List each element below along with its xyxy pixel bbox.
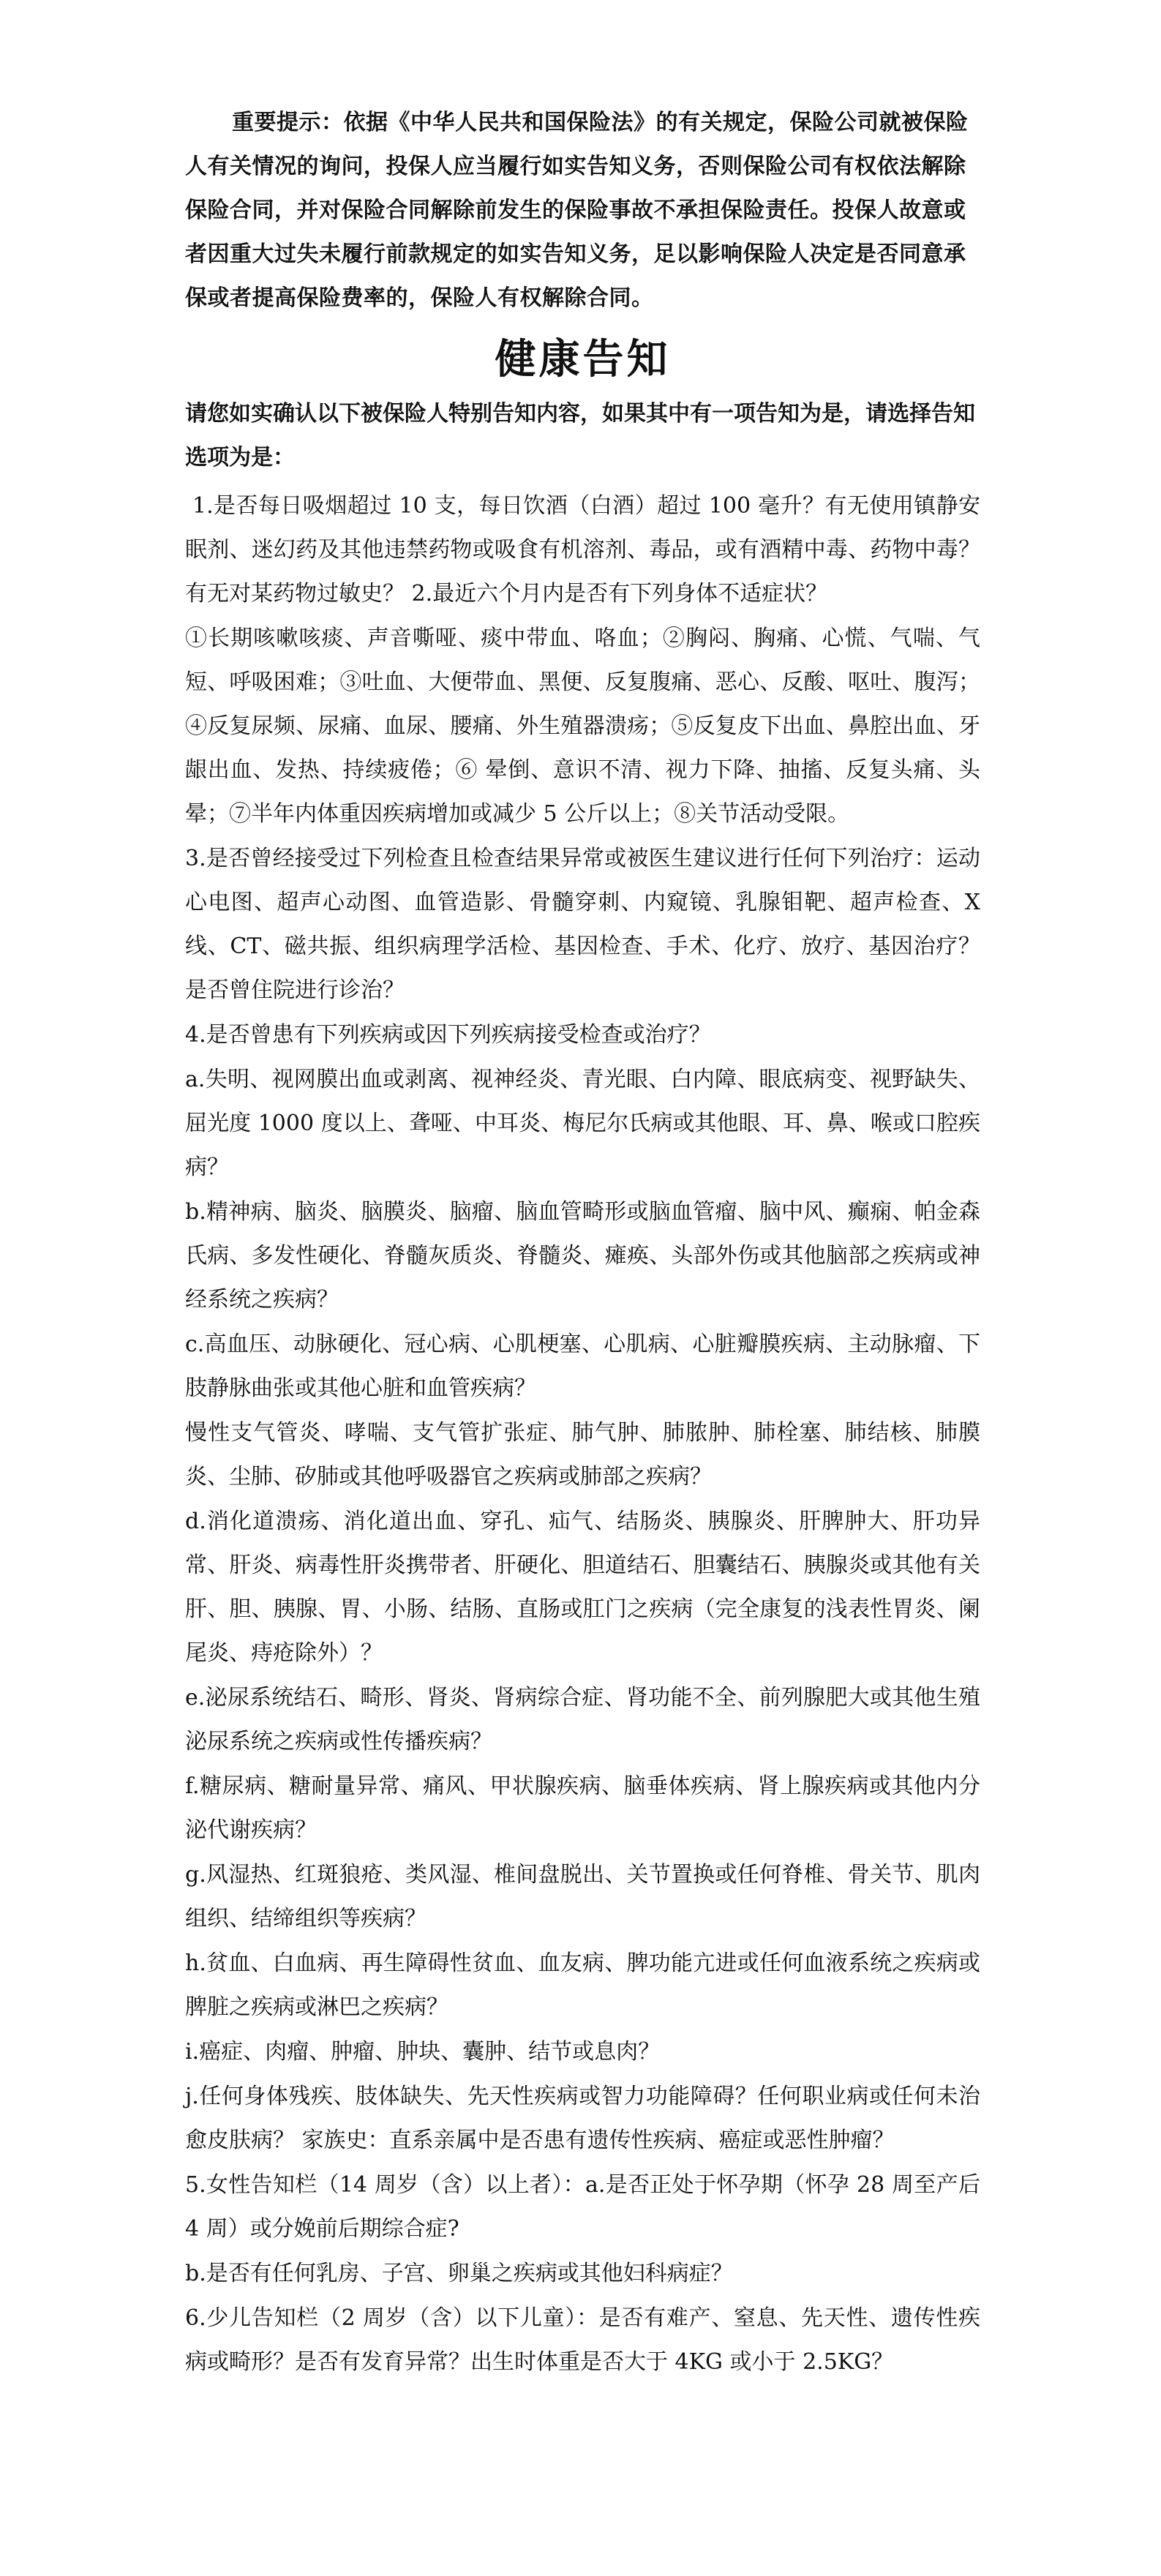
question-item: 慢性支气管炎、哮喘、支气管扩张症、肺气肿、肺脓肿、肺栓塞、肺结核、肺膜炎、尘肺、矽肺或其他呼吸器官之疾病或肺部之疾病？ (185, 1420, 980, 1490)
question-item: j.任何身体残疾、肢体缺失、先天性疾病或智力功能障碍？任何职业病或任何未治愈皮肤病？ 家族史：直系亲属中是否患有遗传性疾病、癌症或恶性肿瘤？ (185, 2084, 980, 2153)
question-item: c.高血压、动脉硬化、冠心病、心肌梗塞、心肌病、心脏瓣膜疾病、主动脉瘤、下肢静脉曲张或其他心脏和血管疾病？ (185, 1332, 980, 1401)
question-item: f.糖尿病、糖耐量异常、痛风、甲状腺疾病、脑垂体疾病、肾上腺疾病或其他内分泌代谢疾病？ (185, 1773, 980, 1843)
question-list (185, 484, 980, 2384)
question-item: 5.女性告知栏（14 周岁（含）以上者）：a.是否正处于怀孕期（怀孕 28 周至产后 4 周）或分娩前后期综合症? (185, 2172, 980, 2242)
question-item: b.精神病、脑炎、脑膜炎、脑瘤、脑血管畸形或脑血管瘤、脑中风、癫痫、帕金森氏病、多发性硬化、脊髓灰质炎、脊髓炎、瘫痪、头部外伤或其他脑部之疾病或神经系统之疾病？ (185, 1199, 980, 1313)
question-item: h.贫血、白血病、再生障碍性贫血、血友病、脾功能亢进或任何血液系统之疾病或脾脏之疾病或淋巴之疾病？ (185, 1950, 980, 2020)
question-item: g.风湿热、红斑狼疮、类风湿、椎间盘脱出、关节置换或任何脊椎、骨关节、肌肉组织、结缔组织等疾病？ (185, 1862, 980, 1931)
page-title: 健康告知 (495, 336, 671, 383)
health-declaration-document (185, 101, 980, 2384)
question-item: 6.少儿告知栏（2 周岁（含）以下儿童）：是否有难产、窒息、先天性、遗传性疾病或畸形？是否有发育异常？出生时体重是否大于 4KG 或小于 2.5KG？ (185, 2305, 980, 2375)
question-item: 4.是否曾患有下列疾病或因下列疾病接受检查或治疗？ (185, 1022, 711, 1048)
question-item: d.消化道溃疡、消化道出血、穿孔、疝气、结肠炎、胰腺炎、肝脾肿大、肝功异常、肝炎、病毒性肝炎携带者、肝硬化、胆道结石、胆囊结石、胰腺炎或其他有关肝、胆、胰腺、胃、小肠、结肠、直肠或肛门之疾病（完全康复的浅表性胃炎、阑尾炎、痔疮除外）？ (185, 1509, 980, 1666)
question-item: 1.是否每日吸烟超过 10 支，每日饮酒（白酒）超过 100 毫升？有无使用镇静安眠剂、迷幻药及其他违禁药物或吸食有机溶剂、毒品，或有酒精中毒、药物中毒？有无对某药物过敏史？ 2.最近六个月内是否有下列身体不适症状？ (185, 493, 980, 607)
question-item: a.失明、视网膜出血或剥离、视神经炎、青光眼、白内障、眼底病变、视野缺失、屈光度 1000 度以上、聋哑、中耳炎、梅尼尔氏病或其他眼、耳、鼻、喉或口腔疾病？ (185, 1067, 980, 1180)
intro-text: 请您如实确认以下被保险人特别告知内容，如果其中有一项告知为是，请选择告知选项为是： (185, 401, 975, 470)
question-item: 3.是否曾经接受过下列检查且检查结果异常或被医生建议进行任何下列治疗：运动心电图、超声心动图、血管造影、骨髓穿刺、内窥镜、乳腺钼靶、超声检查、X 线、CT、磁共振、组织病理学活检、基因检查、手术、化疗、放疗、基因治疗？是否曾住院进行诊治？ (185, 846, 980, 1003)
question-item: i.癌症、肉瘤、肿瘤、肿块、囊肿、结节或息肉？ (185, 2039, 661, 2065)
question-item: ①长期咳嗽咳痰、声音嘶哑、痰中带血、咯血；②胸闷、胸痛、心慌、气喘、气短、呼吸困难；③吐血、大便带血、黑便、反复腹痛、恶心、反酸、呕吐、腹泻；④反复尿频、尿痛、血尿、腰痛、外生殖器溃疡；⑤反复皮下出血、鼻腔出血、牙龈出血、发热、持续疲倦；⑥ 晕倒、意识不清、视力下降、抽搐、反复头痛、头晕；⑦半年内体重因疾病增加或减少 5 公斤以上；⑧关节活动受限。 (185, 626, 980, 827)
important-notice: 重要提示：依据《中华人民共和国保险法》的有关规定，保险公司就被保险人有关情况的询问，投保人应当履行如实告知义务，否则保险公司有权依法解除保险合同，并对保险合同解除前发生的保险事故不承担保险责任。投保人故意或者因重大过失未履行前款规定的如实告知义务，足以影响保险人决定是否同意承保或者提高保险费率的，保险人有权解除合同。 (185, 110, 969, 311)
question-item: e.泌尿系统结石、畸形、肾炎、肾病综合症、肾功能不全、前列腺肥大或其他生殖泌尿系统之疾病或性传播疾病？ (185, 1685, 980, 1754)
question-item: b.是否有任何乳房、子宫、卵巢之疾病或其他妇科病症？ (185, 2261, 733, 2286)
